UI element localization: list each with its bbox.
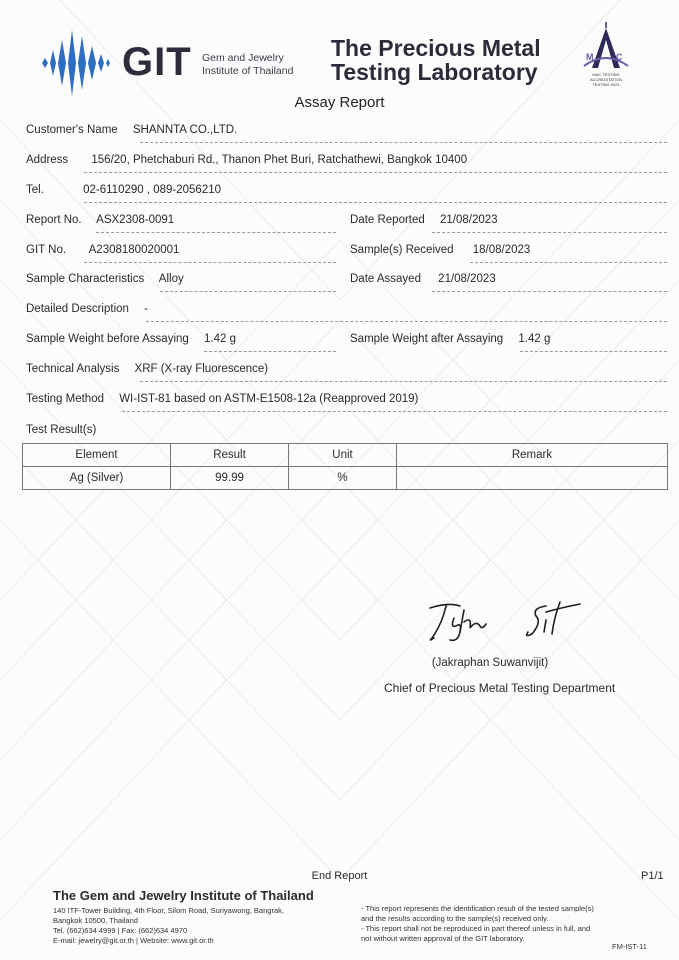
git-logo-icon [40,28,112,98]
sample-char-value: Alloy [158,273,184,285]
customer-value: SHANNTA CO.,LTD. [132,124,238,136]
report-title: Assay Report [294,94,385,111]
weight-after-label: Sample Weight after Assaying [350,333,504,345]
weight-before-value: 1.42 g [204,333,236,345]
detailed-label: Detailed Description [26,303,129,315]
mac-accreditation-logo-icon [582,20,630,72]
cell-unit: % [289,467,397,490]
report-no-label: Report No. [26,214,82,226]
weight-before-underline [204,351,336,352]
signatory-title: Chief of Precious Metal Testing Department [384,681,616,695]
weight-after-row [350,333,550,345]
weight-after-value: 1.42 g [518,333,551,345]
date-reported-value: 21/08/2023 [440,214,498,226]
test-results-label: Test Result(s) [26,424,97,436]
disclaimer: - This report represents the identification result of the tested sample(s) and the results according to the sample(s) received only. - This report shall not be reproduced in part thereof unless in full, and not without written approval of the GIT laboratory. [361,904,594,943]
date-reported-label: Date Reported [350,214,425,226]
date-assayed-label: Date Assayed [350,273,421,285]
sample-received-label: Sample(s) Received [350,244,454,256]
cell-result: 99.99 [171,467,289,490]
handwritten-signature [420,598,600,648]
tech-label: Technical Analysis [26,363,120,375]
method-row [26,393,418,405]
sample-char-row [26,273,184,285]
date-assayed-value: 21/08/2023 [438,273,496,285]
method-value: WI-IST-81 based on ASTM-E1508-12a (Reapproved 2019) [119,393,419,405]
sample-char-label: Sample Characteristics [26,273,145,285]
tel-label: Tel. [26,184,44,196]
cell-element: Ag (Silver) [23,467,171,490]
svg-text:C: C [616,52,623,62]
report-no-row [26,214,174,226]
end-report: End Report [311,870,368,882]
date-assayed-underline [432,291,667,292]
method-underline [122,411,667,412]
address-underline [84,172,667,173]
detailed-row [26,303,148,315]
method-label: Testing Method [26,393,104,405]
sample-received-underline [470,262,667,263]
tel-value: 02-6110290 , 089-2056210 [83,184,222,196]
report-no-underline [96,232,336,233]
header-element: Element [23,444,171,467]
detailed-value: - [144,303,148,315]
form-number: FM-IST-11 [612,942,647,951]
git-no-underline [84,262,336,263]
customer-underline [140,142,667,143]
tel-row [26,184,221,196]
git-no-row [26,244,179,256]
weight-before-row [26,333,236,345]
institute-address: 140 ITF-Tower Building, 4th Floor, Silom Road, Suriyawong, Bangrak, Bangkok 10500, Thailand Tel. (662)634 4999 | Fax: (662)634 4970 E-mail: jewelry@git.or.th | Website: www.git.or.th [53,906,284,945]
lab-title: The Precious Metal Testing Laboratory [331,35,541,85]
page-number: P1/1 [641,870,664,882]
tech-row [26,363,268,375]
address-row [26,154,467,166]
address-value: 156/20, Phetchaburi Rd., Thanon Phet Buri, Ratchathewi, Bangkok 10400 [91,154,468,166]
signatory-name: (Jakraphan Suwanvijit) [431,657,549,669]
sample-received-value: 18/08/2023 [472,244,531,256]
results-table [22,443,668,490]
customer-label: Customer's Name [26,124,118,136]
address-label: Address [26,154,69,166]
report-no-value: ASX2308-0091 [96,214,175,226]
table-row [23,467,668,490]
tech-value: XRF (X-ray Fluorescence) [134,363,269,375]
weight-after-underline [520,351,667,352]
git-no-value: A2308180020001 [88,244,180,256]
mac-caption: MAC TESTING ACCREDITATION TESTING 0021 [589,72,623,87]
git-subtitle: Gem and Jewelry Institute of Thailand [202,52,294,77]
date-reported-underline [432,232,667,233]
tel-underline [84,202,667,203]
date-assayed-row [350,273,496,285]
tech-underline [140,381,667,382]
svg-text:M: M [586,52,594,62]
header-remark: Remark [397,444,668,467]
weight-before-label: Sample Weight before Assaying [26,333,189,345]
git-no-label: GIT No. [26,244,67,256]
header-result: Result [171,444,289,467]
customer-row [26,124,237,136]
detailed-underline [146,321,667,322]
header-unit: Unit [289,444,397,467]
results-header-row [23,444,668,467]
sample-char-underline [160,291,336,292]
git-wordmark: GIT [122,40,192,84]
institute-name: The Gem and Jewelry Institute of Thailand [53,888,314,903]
cell-remark [397,467,668,490]
sample-received-row [350,244,530,256]
date-reported-row [350,214,498,226]
